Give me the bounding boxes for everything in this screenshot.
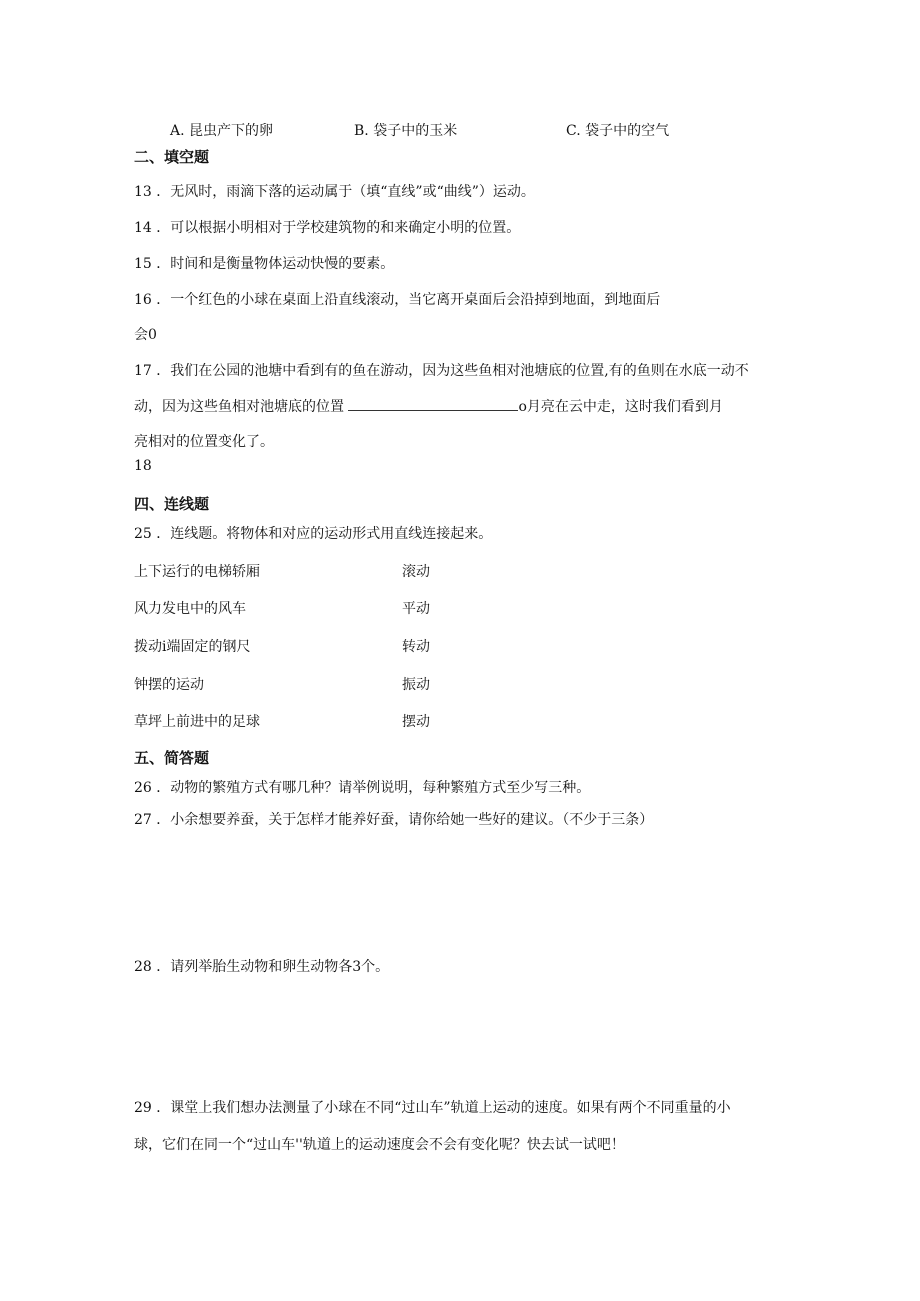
match-left-item: 拨动i端固定的钢尺: [134, 639, 251, 655]
answer-blank: [348, 398, 518, 411]
match-left-item: 草坪上前进中的足球: [134, 714, 260, 730]
option-b: B. 袋子中的玉米: [354, 123, 458, 139]
question-17-text-a: 动，因为这些鱼相对池塘底的位置: [134, 399, 344, 415]
question-18: 18: [134, 458, 152, 474]
question-27: 27 ．小余想要养蚕，关于怎样才能养好蚕，请你给她一些好的建议。（不少于三条）: [134, 812, 654, 828]
question-17-text-b: o月亮在云中走，这时我们看到月: [518, 399, 723, 415]
question-16-line-2: 会0: [134, 327, 157, 343]
match-right-item: 转动: [402, 639, 430, 655]
section-heading-fill-blank: 二、填空题: [134, 148, 210, 166]
match-right-item: 摆动: [402, 714, 430, 730]
option-a: A. 昆虫产下的卵: [170, 123, 274, 139]
match-right-item: 平动: [402, 601, 430, 617]
question-17-line-2: [134, 397, 723, 417]
match-left-item: 上下运行的电梯轿厢: [134, 564, 260, 580]
option-c: C. 袋子中的空气: [566, 123, 670, 139]
question-29-line-2: 球，它们在同一个“过山车''轨道上的运动速度会不会有变化呢？快去试一试吧！: [134, 1137, 625, 1153]
question-26: 26 ．动物的繁殖方式有哪几种？请举例说明，每种繁殖方式至少写三种。: [134, 780, 591, 796]
question-28: 28 ．请列举胎生动物和卵生动物各3个。: [134, 959, 390, 975]
section-heading-matching: 四、连线题: [134, 495, 210, 513]
question-15: 15 ．时间和是衡量物体运动快慢的要素。: [134, 256, 395, 272]
question-17-line-1: 17 ．我们在公园的池塘中看到有的鱼在游动，因为这些鱼相对池塘底的位置,有的鱼则在水底一动不: [134, 363, 749, 379]
match-right-item: 滚动: [402, 564, 430, 580]
question-16-line-1: 16 ．一个红色的小球在桌面上沿直线滚动，当它离开桌面后会沿掉到地面，到地面后: [134, 292, 661, 308]
section-heading-short-answer: 五、简答题: [134, 749, 210, 767]
match-left-item: 风力发电中的风车: [134, 601, 246, 617]
question-17-line-3: 亮相对的位置变化了。: [134, 434, 274, 450]
question-14: 14 ．可以根据小明相对于学校建筑物的和来确定小明的位置。: [134, 220, 521, 236]
match-right-item: 振动: [402, 677, 430, 693]
match-left-item: 钟摆的运动: [134, 677, 204, 693]
question-29-line-1: 29 ．课堂上我们想办法测量了小球在不同“过山车”轨道上运动的速度。如果有两个不同重量的小: [134, 1100, 731, 1116]
question-25: 25 ．连线题。将物体和对应的运动形式用直线连接起来。: [134, 526, 493, 542]
question-13: 13 ．无风时，雨滴下落的运动属于（填“直线”或“曲线”）运动。: [134, 184, 535, 200]
